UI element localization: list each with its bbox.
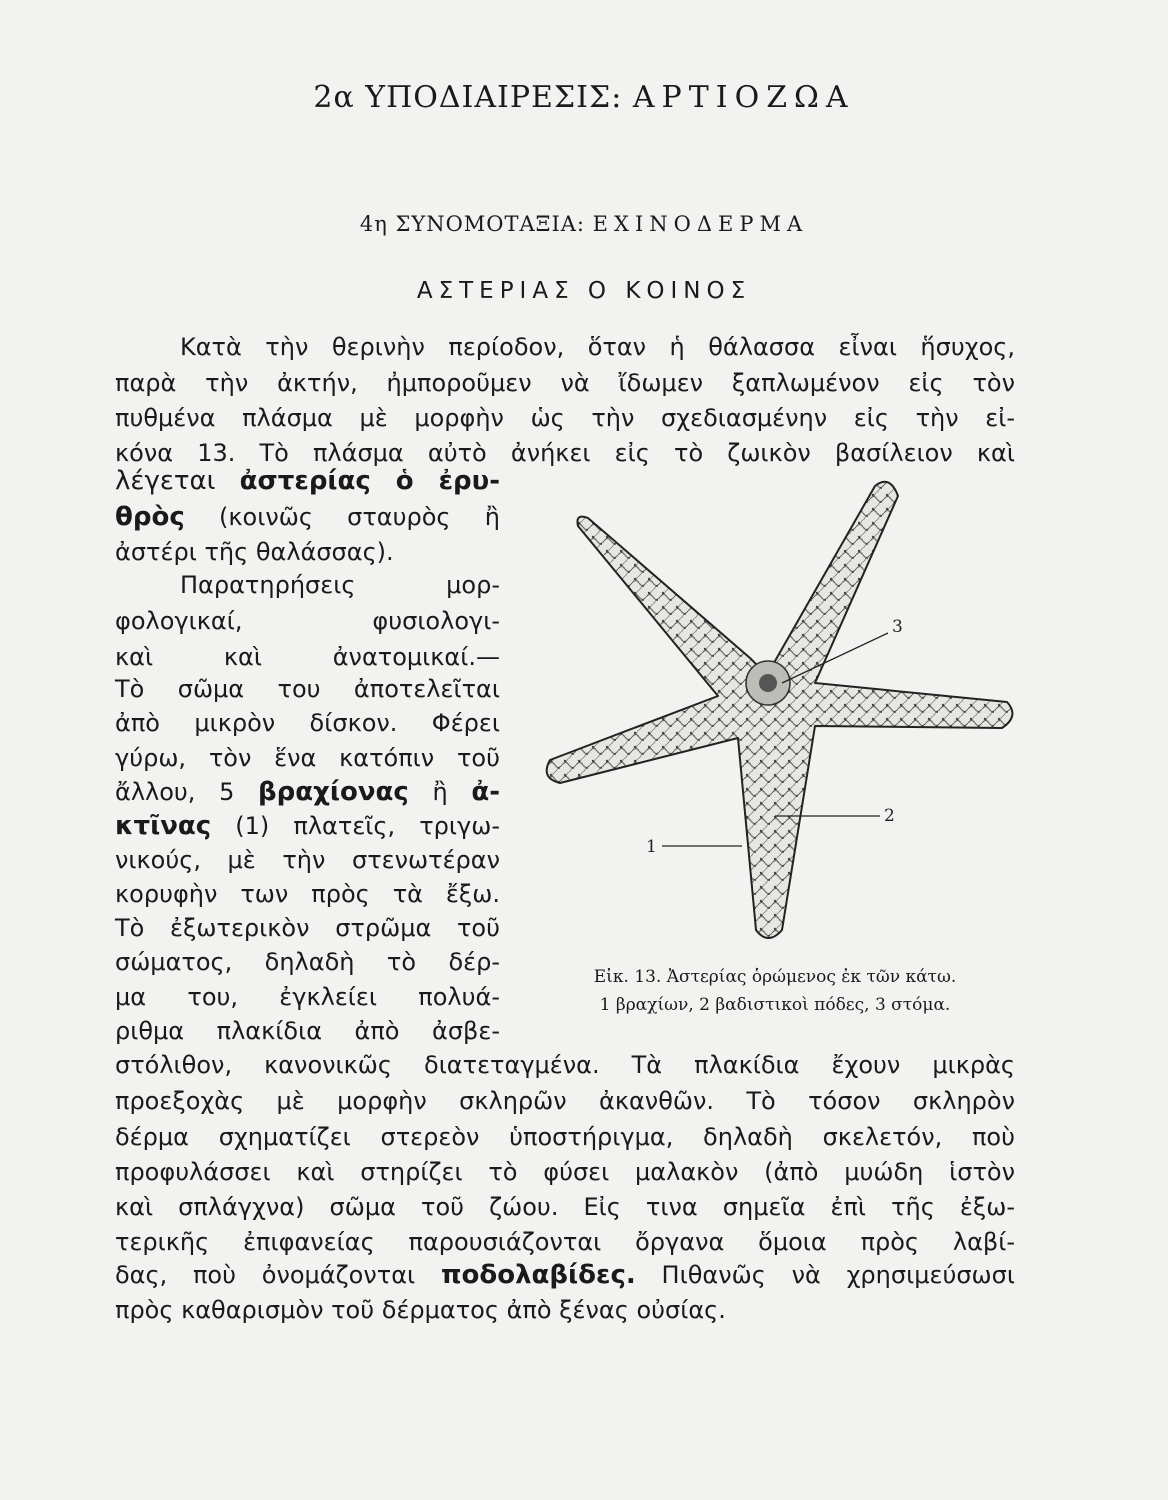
p2-line-6: γύρω, τὸν ἕνα κατόπιν τοῦ	[115, 744, 500, 772]
p1-line-4: κόνα 13. Τὸ πλάσμα αὐτὸ ἀνήκει εἰς τὸ ζωικὸν βασίλειον καὶ	[115, 439, 1015, 467]
section-prefix: 2α ΥΠΟΔΙΑΙΡΕΣΙΣ:	[313, 80, 623, 115]
p2-line-22: πρὸς καθαρισμὸν τοῦ δέρματος ἀπὸ ξένας οὐσίας.	[115, 1296, 726, 1324]
p2-line-4: Τὸ σῶμα του ἀποτελεῖται	[115, 675, 500, 703]
p1-line-6-text: (κοινῶς σταυρὸς ἢ	[219, 503, 500, 531]
starfish-body	[547, 482, 1013, 938]
p2-line-16: προεξοχὰς μὲ μορφὴν σκληρῶν ἀκανθῶν. Τὸ τόσον σκληρὸν	[115, 1087, 1015, 1115]
p2-line-7	[115, 775, 500, 809]
p2-line-5: ἀπὸ μικρὸν δίσκον. Φέρει	[115, 709, 500, 737]
p2-line-18: προφυλάσσει καὶ στηρίζει τὸ φύσει μαλακὸν (ἀπὸ μυώδη ἱστὸν	[115, 1158, 1015, 1186]
p1-line-7: ἀστέρι τῆς θαλάσσας).	[115, 538, 394, 566]
p1-line-1: Κατὰ τὴν θερινὴν περίοδον, ὅταν ἡ θάλασσα εἶναι ἥσυχος,	[180, 333, 1015, 361]
p2-line-13: μα του, ἐγκλείει πολυά-	[115, 983, 500, 1011]
p2-line-1: Παρατηρήσεις μορ-	[180, 571, 500, 599]
p2-line-8-text: (1) πλατεῖς, τριγω-	[235, 812, 500, 840]
label-2: 2	[884, 806, 895, 826]
phylum-name: ΕΧΙΝΟΔΕΡΜΑ	[592, 212, 809, 236]
p2-line-10: κορυφὴν των πρὸς τὰ ἔξω.	[115, 880, 500, 908]
p1-line-6	[115, 500, 500, 534]
term-pedicellariae: ποδολαβίδες.	[440, 1260, 636, 1290]
term-starfish: ἀστερίας ὁ ἐρυ-	[239, 466, 501, 496]
p2-line-21	[115, 1258, 1015, 1292]
p1-line-5	[115, 464, 500, 498]
phylum-prefix: 4η ΣΥΝΟΜΟΤΑΞΙΑ:	[359, 212, 585, 236]
species-heading: ΑΣΤΕΡΙΑΣ Ο ΚΟΙΝΟΣ	[416, 278, 752, 304]
p2-line-3: καὶ καὶ ἀνατομικαί.—	[115, 643, 500, 671]
section-heading	[0, 80, 1168, 115]
p1-line-5-text: λέγεται	[115, 466, 216, 496]
p2-line-9: νικούς, μὲ τὴν στενωτέραν	[115, 846, 500, 874]
p2-line-11: Τὸ ἐξωτερικὸν στρῶμα τοῦ	[115, 914, 500, 942]
p2-line-21-text: δας, ποὺ ὀνομάζονται	[115, 1261, 416, 1289]
p2-line-12: σώματος, δηλαδὴ τὸ δέρ-	[115, 948, 500, 976]
term-arms: βραχίονας	[257, 777, 409, 807]
p2-line-17: δέρμα σχηματίζει στερεὸν ὑποστήριγμα, δηλαδὴ σκελετόν, ποὺ	[115, 1123, 1015, 1151]
p2-line-21-end: Πιθανῶς νὰ χρησιμεύσωσι	[661, 1261, 1015, 1289]
p2-line-2: φολογικαί, φυσιολογι-	[115, 607, 500, 635]
p2-line-15: στόλιθον, κανονικῶς διατεταγμένα. Τὰ πλακίδια ἔχουν μικρὰς	[115, 1051, 1015, 1079]
term-rays: ἀ-	[471, 777, 500, 807]
p2-line-20: τερικῆς ἐπιφανείας παρουσιάζονται ὄργανα ὅμοια πρὸς λαβί-	[115, 1228, 1015, 1256]
p2-line-8	[115, 809, 500, 843]
figure-caption-line-1: Εἰκ. 13. Ἀστερίας ὁρώμενος ἐκ τῶν κάτω.	[593, 967, 957, 987]
p2-line-14: ριθμα πλακίδια ἀπὸ ἀσβε-	[115, 1017, 500, 1045]
p1-line-2: παρὰ τὴν ἀκτήν, ἠμποροῦμεν νὰ ἴδωμεν ξαπλωμένον εἰς τὸν	[115, 369, 1015, 397]
term-rays-end: κτῖνας	[115, 811, 212, 841]
starfish-illustration	[520, 478, 1040, 958]
p2-line-19: καὶ σπλάγχνα) σῶμα τοῦ ζώου. Εἰς τινα σημεῖα ἐπὶ τῆς ἐξω-	[115, 1193, 1015, 1221]
p2-line-7-text: ἄλλου, 5	[115, 778, 235, 806]
figure-caption-line-2: 1 βραχίων, 2 βαδιστικοὶ πόδες, 3 στόμα.	[599, 995, 951, 1015]
phylum-heading	[0, 212, 1168, 236]
p2-line-7-or: ἢ	[432, 778, 448, 806]
term-starfish-end: θρὸς	[115, 502, 185, 532]
p1-line-3: πυθμένα πλάσμα μὲ μορφὴν ὡς τὴν σχεδιασμένην εἰς τὴν εἰ-	[115, 404, 1015, 432]
label-1: 1	[646, 837, 657, 857]
section-name: ΑΡΤΙΟΖΩΑ	[632, 80, 855, 115]
label-3: 3	[892, 617, 903, 637]
